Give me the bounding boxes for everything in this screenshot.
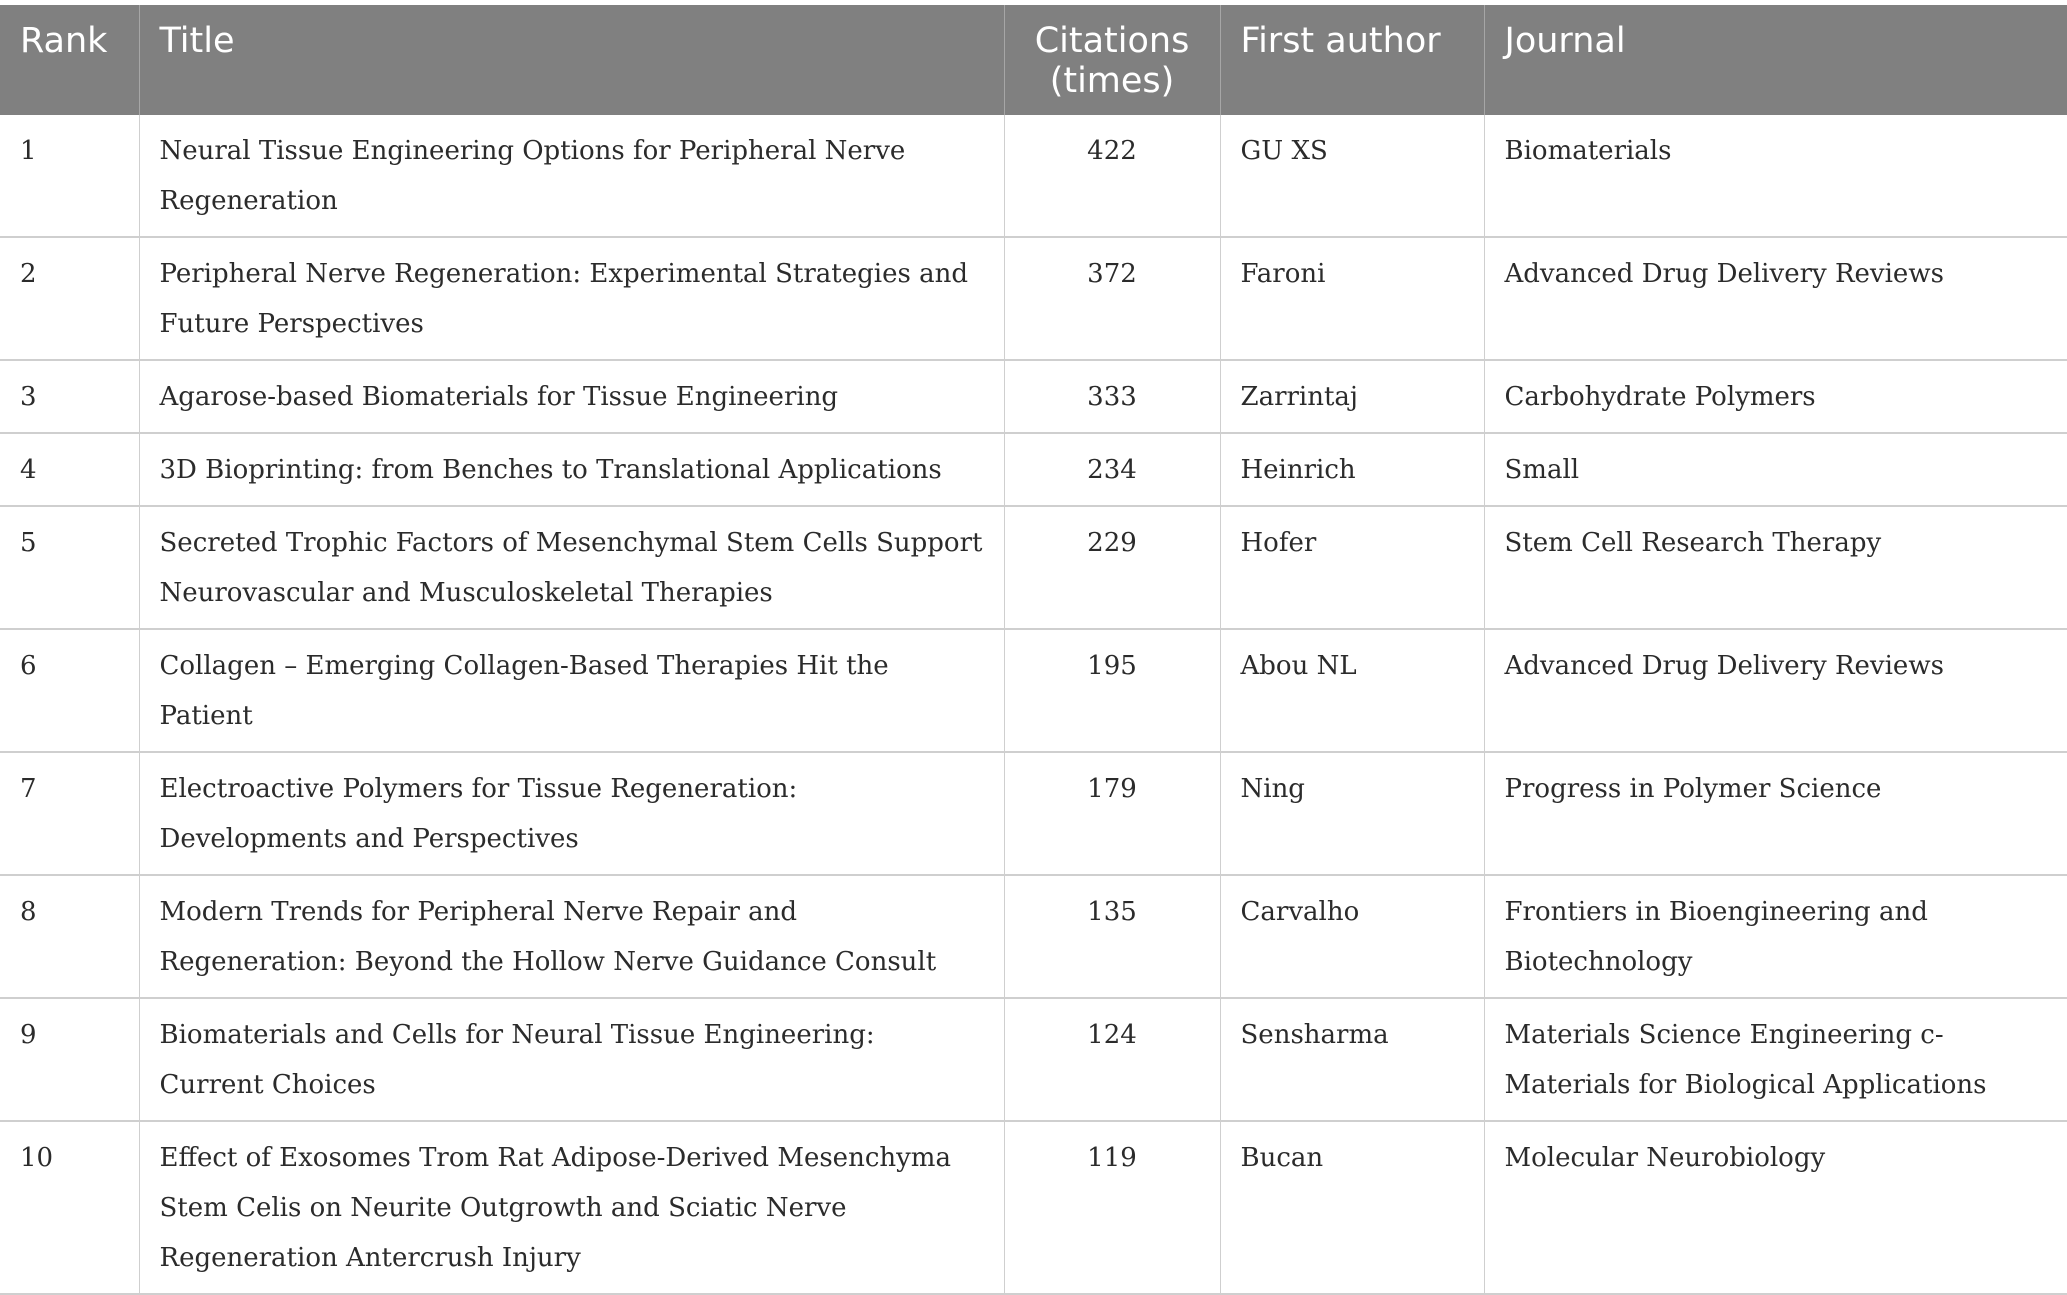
- cell-citations: 124: [1004, 998, 1220, 1121]
- cell-first-author: GU XS: [1220, 115, 1484, 237]
- cell-citations: 135: [1004, 875, 1220, 998]
- cell-citations: 195: [1004, 629, 1220, 752]
- cell-rank: 2: [0, 237, 139, 360]
- table-row: [0, 1121, 2067, 1294]
- table-row: [0, 237, 2067, 360]
- cell-first-author: Zarrintaj: [1220, 360, 1484, 433]
- header-first-author: First author: [1220, 5, 1484, 115]
- cell-first-author: Hofer: [1220, 506, 1484, 629]
- cell-title: Neural Tissue Engineering Options for Peripheral Nerve Regeneration: [139, 115, 1004, 237]
- cell-title: 3D Bioprinting: from Benches to Translational Applications: [139, 433, 1004, 506]
- cell-rank: 7: [0, 752, 139, 875]
- table-row: [0, 629, 2067, 752]
- cell-journal: Carbohydrate Polymers: [1484, 360, 2067, 433]
- table-header: [0, 5, 2067, 115]
- cell-citations: 119: [1004, 1121, 1220, 1294]
- citations-table-container: [0, 5, 2067, 1295]
- table-row: [0, 752, 2067, 875]
- cell-title: Secreted Trophic Factors of Mesenchymal Stem Cells Support Neurovascular and Musculoskeletal Therapies: [139, 506, 1004, 629]
- header-rank: Rank: [0, 5, 139, 115]
- cell-journal: Advanced Drug Delivery Reviews: [1484, 237, 2067, 360]
- cell-first-author: Heinrich: [1220, 433, 1484, 506]
- cell-journal: Materials Science Engineering c-Materials for Biological Applications: [1484, 998, 2067, 1121]
- cell-journal: Advanced Drug Delivery Reviews: [1484, 629, 2067, 752]
- cell-rank: 5: [0, 506, 139, 629]
- cell-title: Peripheral Nerve Regeneration: Experimental Strategies and Future Perspectives: [139, 237, 1004, 360]
- cell-journal: Frontiers in Bioengineering and Biotechnology: [1484, 875, 2067, 998]
- cell-citations: 179: [1004, 752, 1220, 875]
- cell-title: Collagen – Emerging Collagen-Based Therapies Hit the Patient: [139, 629, 1004, 752]
- cell-first-author: Bucan: [1220, 1121, 1484, 1294]
- table-row: [0, 115, 2067, 237]
- table-row: [0, 506, 2067, 629]
- cell-rank: 10: [0, 1121, 139, 1294]
- cell-rank: 9: [0, 998, 139, 1121]
- cell-first-author: Sensharma: [1220, 998, 1484, 1121]
- cell-first-author: Abou NL: [1220, 629, 1484, 752]
- cell-title: Modern Trends for Peripheral Nerve Repair and Regeneration: Beyond the Hollow Nerve Guidance Consult: [139, 875, 1004, 998]
- cell-rank: 3: [0, 360, 139, 433]
- cell-citations: 422: [1004, 115, 1220, 237]
- cell-title: Effect of Exosomes Trom Rat Adipose-Derived Mesenchyma Stem Celis on Neurite Outgrowth and Sciatic Nerve Regeneration Antercrush Injury: [139, 1121, 1004, 1294]
- table-row: [0, 433, 2067, 506]
- table-body: [0, 115, 2067, 1294]
- cell-journal: Molecular Neurobiology: [1484, 1121, 2067, 1294]
- cell-citations: 333: [1004, 360, 1220, 433]
- header-row: [0, 5, 2067, 115]
- table-row: [0, 360, 2067, 433]
- cell-citations: 372: [1004, 237, 1220, 360]
- cell-title: Electroactive Polymers for Tissue Regeneration: Developments and Perspectives: [139, 752, 1004, 875]
- cell-title: Agarose-based Biomaterials for Tissue Engineering: [139, 360, 1004, 433]
- cell-first-author: Faroni: [1220, 237, 1484, 360]
- cell-journal: Progress in Polymer Science: [1484, 752, 2067, 875]
- top-cited-papers-table: [0, 5, 2067, 1295]
- table-row: [0, 875, 2067, 998]
- cell-citations: 234: [1004, 433, 1220, 506]
- table-row: [0, 998, 2067, 1121]
- cell-rank: 8: [0, 875, 139, 998]
- header-journal: Journal: [1484, 5, 2067, 115]
- cell-first-author: Ning: [1220, 752, 1484, 875]
- cell-rank: 6: [0, 629, 139, 752]
- cell-rank: 1: [0, 115, 139, 237]
- cell-journal: Stem Cell Research Therapy: [1484, 506, 2067, 629]
- header-title: Title: [139, 5, 1004, 115]
- cell-title: Biomaterials and Cells for Neural Tissue Engineering: Current Choices: [139, 998, 1004, 1121]
- cell-citations: 229: [1004, 506, 1220, 629]
- cell-first-author: Carvalho: [1220, 875, 1484, 998]
- cell-journal: Biomaterials: [1484, 115, 2067, 237]
- header-citations: Citations (times): [1004, 5, 1220, 115]
- cell-journal: Small: [1484, 433, 2067, 506]
- cell-rank: 4: [0, 433, 139, 506]
